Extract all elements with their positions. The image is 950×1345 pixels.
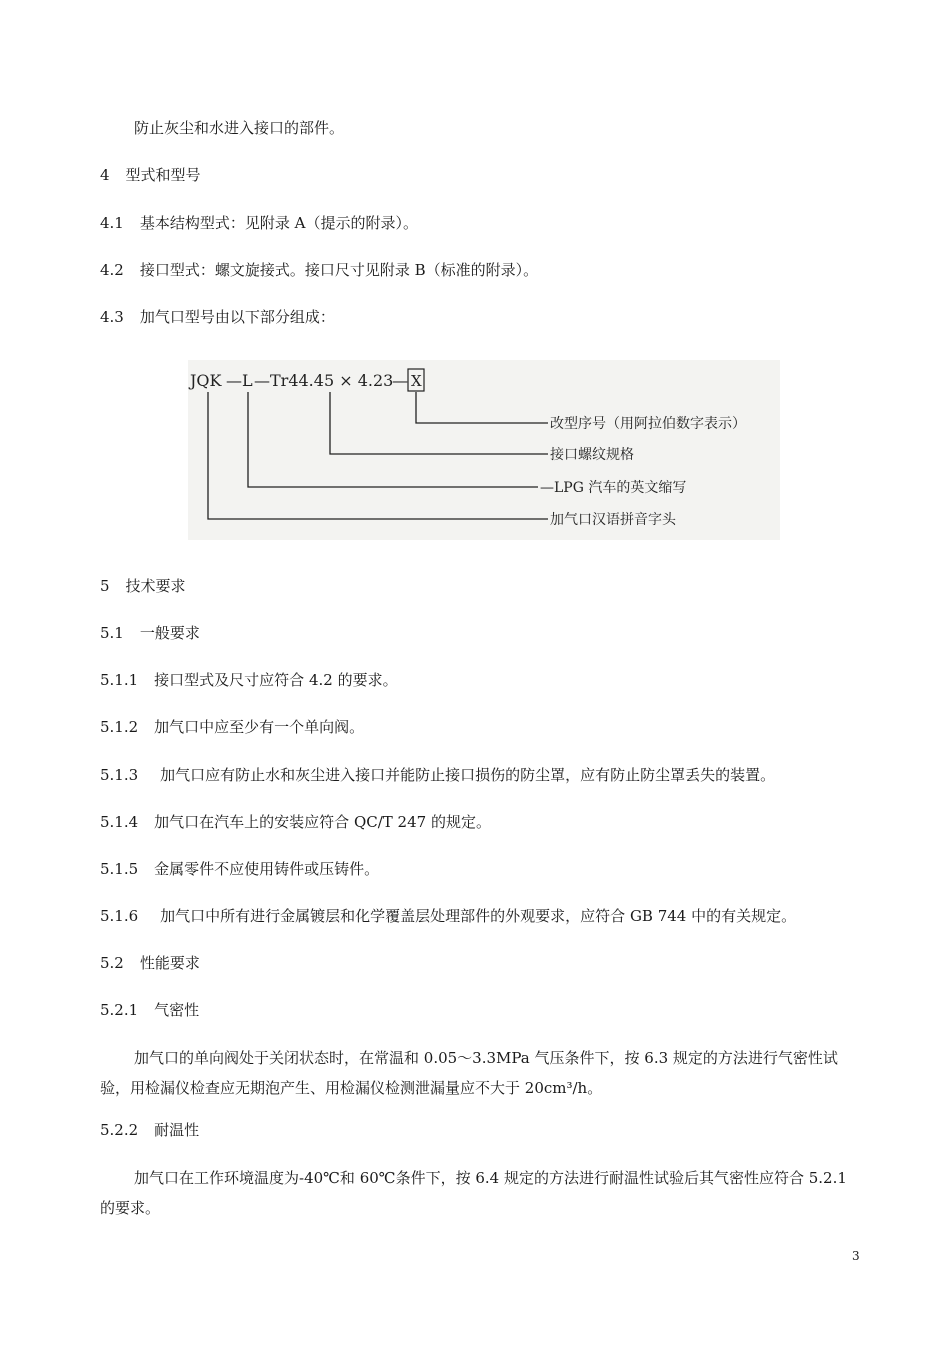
leader-line-4 <box>208 392 548 519</box>
code-x: X <box>411 372 422 390</box>
section-title: 技术要求 <box>125 577 186 595</box>
clause-number: 5.1.6 <box>100 907 139 925</box>
clause-5-1-1 <box>100 670 398 690</box>
heading-5-2-2 <box>100 1120 199 1140</box>
clause-title: 耐温性 <box>154 1121 200 1139</box>
label-modification-number: 改型序号（用阿拉伯数字表示） <box>550 416 746 432</box>
code-prefix-jqk: JQK <box>190 371 222 390</box>
code-dash: — <box>254 371 270 390</box>
clause-5-1-4 <box>100 812 491 832</box>
clause-title: 气密性 <box>154 1001 200 1019</box>
clause-title: 性能要求 <box>139 954 200 972</box>
page-number: 3 <box>852 1249 860 1263</box>
leader-line-3 <box>248 392 538 487</box>
clause-number: 5.1.1 <box>100 671 139 689</box>
clause-text: 加气口中应至少有一个单向阀。 <box>154 718 365 736</box>
clause-number: 5.2.2 <box>100 1121 139 1139</box>
label-lpg-abbreviation: —LPG 汽车的英文缩写 <box>540 480 687 496</box>
dust-cap-definition: 防止灰尘和水进入接口的部件。 <box>134 119 345 137</box>
paragraph-5-2-2: 加气口在工作环境温度为-40℃和 60℃条件下，按 6.4 规定的方法进行耐温性试验后其气密性应符合 5.2.1 的要求。 <box>100 1169 847 1217</box>
clause-number: 5.1.4 <box>100 813 139 831</box>
heading-section-4 <box>100 165 201 185</box>
heading-5-2 <box>100 953 200 973</box>
code-thread-spec: Tr44.45 × 4.23 <box>270 371 394 390</box>
section-number: 5 <box>100 577 110 595</box>
clause-number: 4.2 <box>100 261 124 279</box>
clause-title: 一般要求 <box>139 624 200 642</box>
clause-number: 5.2.1 <box>100 1001 139 1019</box>
leader-line-1 <box>416 392 548 423</box>
clause-text: 基本结构型式：见附录 A（提示的附录）。 <box>139 214 418 232</box>
clause-text: 加气口型号由以下部分组成： <box>139 308 335 326</box>
clause-5-1-2 <box>100 717 364 737</box>
section-title: 型式和型号 <box>125 166 201 184</box>
clause-5-1-5 <box>100 859 379 879</box>
clause-4-1 <box>100 213 418 233</box>
clause-number: 5.1 <box>100 624 124 642</box>
clause-text: 接口型式：螺文旋接式。接口尺寸见附录 B（标准的附录）。 <box>139 261 539 279</box>
model-code-diagram <box>188 360 780 540</box>
paragraph-5-2-1: 加气口的单向阀处于关闭状态时，在常温和 0.05～3.3MPa 气压条件下，按 6.3 规定的方法进行气密性试验，用检漏仪检查应无期泡产生、用检漏仪检测泄漏量应不大于 20cm³/h。 <box>100 1049 838 1097</box>
clause-5-1-6 <box>100 906 796 926</box>
clause-number: 4.3 <box>100 308 124 326</box>
clause-text: 接口型式及尺寸应符合 4.2 的要求。 <box>154 671 398 689</box>
code-dash: — <box>392 371 408 390</box>
heading-5-2-1 <box>100 1000 199 1020</box>
clause-number: 5.1.5 <box>100 860 139 878</box>
clause-4-3 <box>100 307 335 327</box>
code-dash: — <box>226 371 242 390</box>
clause-number: 5.1.3 <box>100 766 139 784</box>
heading-5-1 <box>100 623 200 643</box>
clause-text: 加气口应有防止水和灰尘进入接口并能防止接口损伤的防尘罩，应有防止防尘罩丢失的装置。 <box>160 766 776 784</box>
section-number: 4 <box>100 166 110 184</box>
clause-5-1-3 <box>100 765 775 785</box>
clause-text: 加气口在汽车上的安装应符合 QC/T 247 的规定。 <box>154 813 491 831</box>
clause-number: 5.2 <box>100 954 124 972</box>
clause-text: 加气口中所有进行金属镀层和化学覆盖层处理部件的外观要求，应符合 GB 744 中的有关规定。 <box>160 907 797 925</box>
label-thread-spec: 接口螺纹规格 <box>550 447 634 463</box>
heading-section-5 <box>100 576 186 596</box>
clause-4-2 <box>100 260 538 280</box>
clause-number: 4.1 <box>100 214 124 232</box>
clause-number: 5.1.2 <box>100 718 139 736</box>
label-pinyin-initials: 加气口汉语拼音字头 <box>550 512 676 528</box>
code-l: L <box>242 371 253 390</box>
clause-text: 金属零件不应使用铸件或压铸件。 <box>154 860 380 878</box>
